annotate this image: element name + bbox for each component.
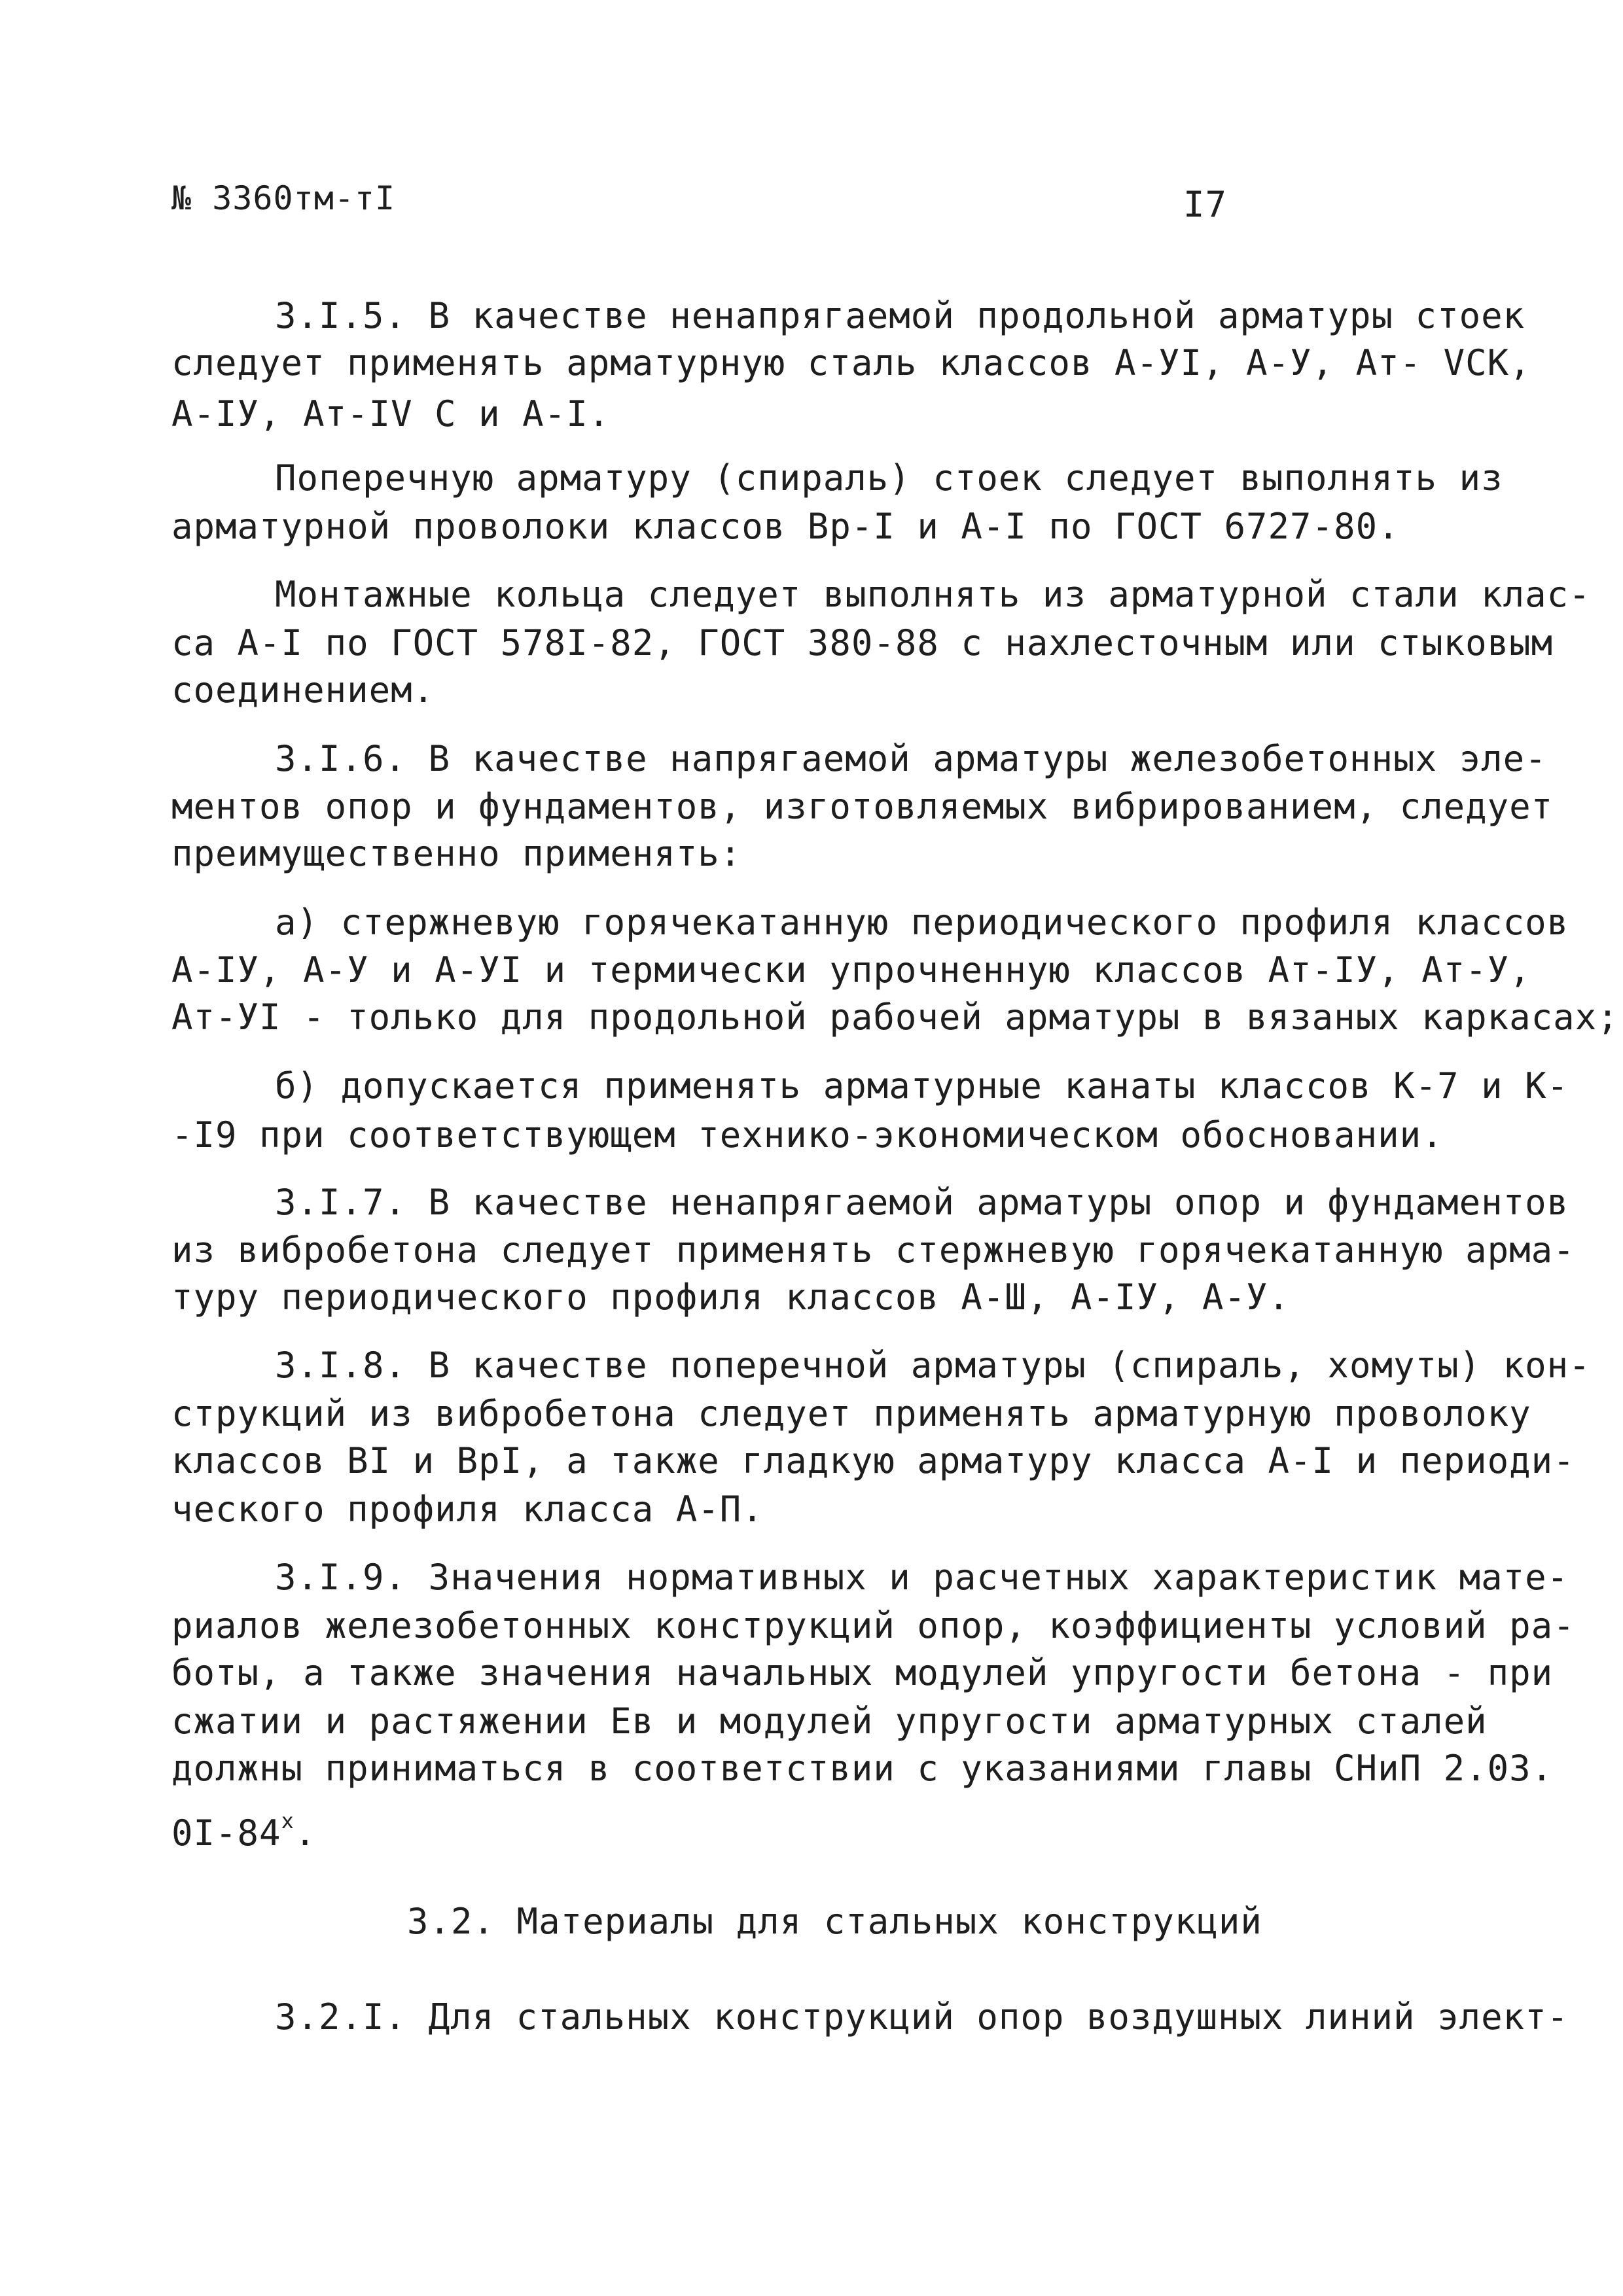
p319-line-6 [171, 1798, 316, 1856]
p319-line-4: сжатии и растяжении Ев и модулей упругости арматурных сталей [171, 1701, 1488, 1742]
p319-line-6-end: . [294, 1812, 317, 1854]
p315c-line-3: соединением. [171, 669, 435, 711]
p315-line-2: следует применять арматурную сталь классов А-УI, А-У, Ат- VСК, [171, 342, 1531, 383]
p315c-line-1: Монтажные кольца следует выполнять из арматурной стали клас- [275, 574, 1591, 615]
p318-line-3: классов ВI и ВрI, а также гладкую арматуру класса А-I и периоди- [171, 1440, 1575, 1481]
p319-line-5: должны приниматься в соответствии с указаниями главы СНиП 2.03. [171, 1748, 1554, 1789]
p318-line-2: струкций из вибробетона следует применять арматурную проволоку [171, 1393, 1531, 1434]
p315b-line-1: Поперечную арматуру (спираль) стоек следует выполнять из [275, 457, 1503, 499]
p315c-line-2: са А-I по ГОСТ 578I-82, ГОСТ 380-88 с нахлесточным или стыковым [171, 622, 1554, 663]
p316a-line-2: А-IУ, А-У и А-УI и термически упрочненную классов Ат-IУ, Ат-У, [171, 949, 1531, 991]
p321-line-1: 3.2.I. Для стальных конструкций опор воздушных линий элект- [275, 1996, 1569, 2038]
p319-line-6-text: 0I-84 [171, 1812, 281, 1854]
p318-line-4: ческого профиля класса А-П. [171, 1489, 764, 1530]
p315-line-1: 3.I.5. В качестве ненапрягаемой продольной арматуры стоек [275, 295, 1525, 336]
p316-line-2: ментов опор и фундаментов, изготовляемых вибрированием, следует [171, 786, 1554, 827]
p315b-line-2: арматурной проволоки классов Вр-I и А-I по ГОСТ 6727-80. [171, 506, 1400, 547]
p317-line-2: из вибробетона следует применять стержневую горячекатанную арма- [171, 1229, 1575, 1271]
section-3-2-title: 3.2. Материалы для стальных конструкций [407, 1901, 1262, 1942]
p316-line-3: преимущественно применять: [171, 833, 742, 874]
p317-line-1: 3.I.7. В качестве ненапрягаемой арматуры опор и фундаментов [275, 1182, 1569, 1223]
p319-line-3: боты, а также значения начальных модулей упругости бетона - при [171, 1652, 1554, 1693]
p319-superscript: х [281, 1809, 294, 1833]
p316b-line-1: б) допускается применять арматурные канаты классов К-7 и К- [275, 1065, 1569, 1106]
p318-line-1: 3.I.8. В качестве поперечной арматуры (спираль, хомуты) кон- [275, 1345, 1591, 1386]
p317-line-3: туру периодического профиля классов А-Ш, А-IУ, А-У. [171, 1277, 1291, 1318]
p319-line-1: 3.I.9. Значения нормативных и расчетных характеристик мате- [275, 1557, 1569, 1598]
p316a-line-1: а) стержневую горячекатанную периодического профиля классов [275, 902, 1569, 943]
page-number: I7 [1183, 184, 1228, 225]
p316b-line-2: -I9 при соответствующем технико-экономическом обосновании. [171, 1114, 1444, 1156]
p315-line-3: А-IУ, Ат-IV С и А-I. [171, 393, 611, 434]
document-number: № 3360тм-тI [171, 179, 396, 217]
p319-line-2: риалов железобетонных конструкций опор, коэффициенты условий ра- [171, 1605, 1575, 1646]
p316a-line-3: Ат-УI - только для продольной рабочей арматуры в вязаных каркасах; [171, 997, 1619, 1038]
p316-line-1: 3.I.6. В качестве напрягаемой арматуры железобетонных эле- [275, 738, 1547, 779]
